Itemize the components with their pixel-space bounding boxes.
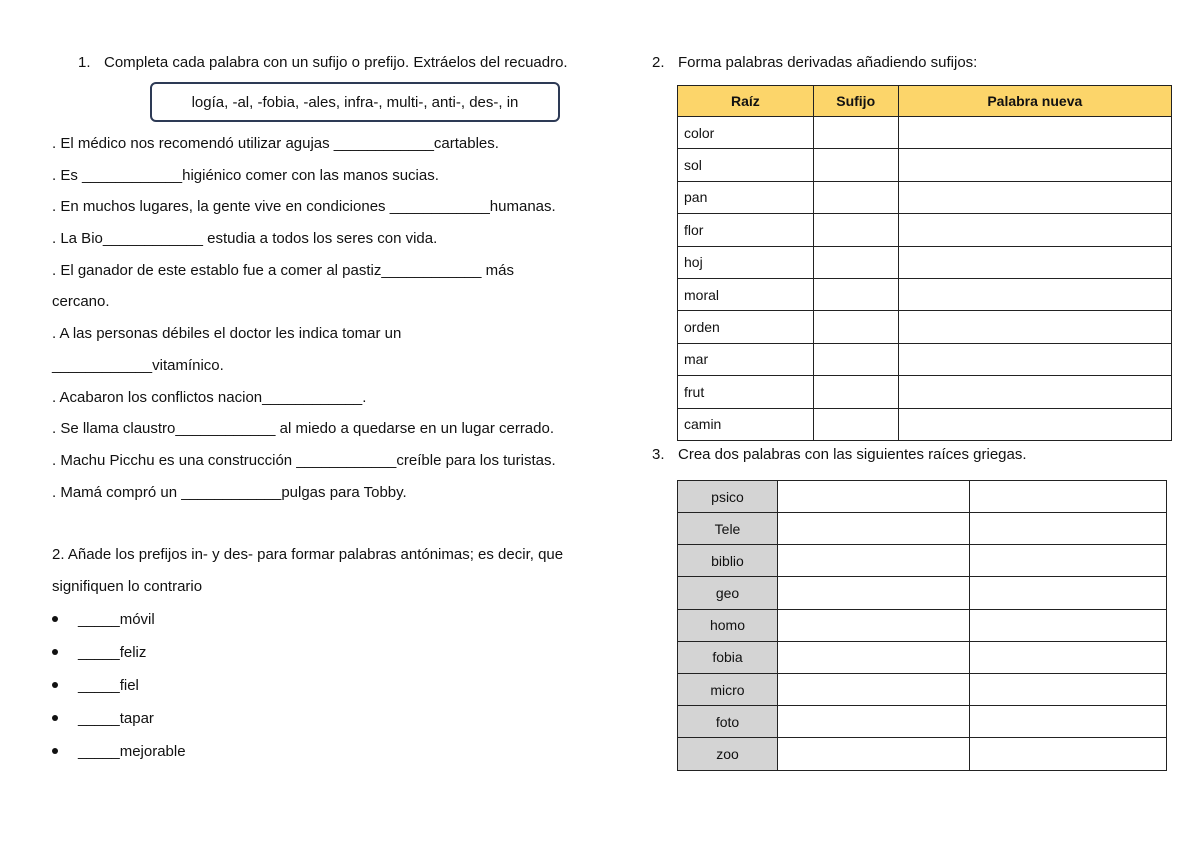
table-row: camin (678, 408, 1172, 440)
exercise-3-heading (652, 444, 1172, 466)
suffix-cell[interactable] (813, 376, 898, 408)
sentence: . El ganador de este establo fue a comer al pastiz____________ más (52, 261, 514, 279)
sentence: . Mamá compró un ____________pulgas para Tobby. (52, 483, 407, 501)
list-item: _____mejorable (52, 735, 592, 768)
prefix-list (52, 603, 592, 768)
new-word-cell[interactable] (898, 181, 1171, 213)
header-root: Raíz (678, 86, 814, 117)
table-row: Tele (678, 513, 1167, 545)
word-box: logía, -al, -fobia, -ales, infra-, multi-, anti-, des-, in (150, 82, 560, 122)
new-word-cell[interactable] (898, 117, 1171, 149)
suffix-cell[interactable] (813, 343, 898, 375)
suffix-cell[interactable] (813, 149, 898, 181)
table-row: foto (678, 706, 1167, 738)
new-word-cell[interactable] (898, 376, 1171, 408)
word-cell[interactable] (970, 577, 1167, 609)
right-column (652, 52, 1172, 771)
suffix-cell[interactable] (813, 408, 898, 440)
word-cell[interactable] (778, 513, 970, 545)
exercise-3-title: Crea dos palabras con las siguientes raíces griegas. (678, 445, 1027, 463)
table-row: color (678, 117, 1172, 149)
word-cell[interactable] (778, 706, 970, 738)
table-row: hoj (678, 246, 1172, 278)
sentence: . Acabaron los conflictos nacion____________. (52, 388, 367, 406)
new-word-cell[interactable] (898, 246, 1171, 278)
sentence: ____________vitamínico. (52, 356, 224, 374)
word-cell[interactable] (970, 545, 1167, 577)
list-item: _____móvil (52, 603, 592, 636)
suffix-cell[interactable] (813, 181, 898, 213)
sentence: cercano. (52, 293, 110, 311)
exercise-2-title-line-1: 2. Añade los prefijos in- y des- para formar palabras antónimas; es decir, que (52, 546, 564, 564)
word-cell[interactable] (970, 706, 1167, 738)
sentence: . Es ____________higiénico comer con las manos sucias. (52, 166, 439, 184)
table-row: mar (678, 343, 1172, 375)
table-row: biblio (678, 545, 1167, 577)
sentence-list (52, 128, 592, 508)
suffix-cell[interactable] (813, 117, 898, 149)
table-row: homo (678, 609, 1167, 641)
sentence: . A las personas débiles el doctor les indica tomar un (52, 325, 402, 343)
table-row: geo (678, 577, 1167, 609)
exercise-1-number: 1. (78, 54, 91, 71)
table-row: zoo (678, 738, 1167, 770)
word-cell[interactable] (970, 738, 1167, 770)
exercise-1-title: Completa cada palabra con un sufijo o prefijo. Extráelos del recuadro. (104, 54, 568, 71)
exercise-2r-heading (652, 52, 1172, 74)
sentence: . Se llama claustro____________ al miedo a quedarse en un lugar cerrado. (52, 420, 555, 438)
table-row: flor (678, 214, 1172, 246)
sentence: . La Bio____________ estudia a todos los seres con vida. (52, 230, 438, 248)
word-cell[interactable] (970, 513, 1167, 545)
new-word-cell[interactable] (898, 149, 1171, 181)
word-cell[interactable] (778, 738, 970, 770)
word-cell[interactable] (970, 480, 1167, 512)
exercise-3-number: 3. (652, 445, 665, 463)
exercise-2r-title: Forma palabras derivadas añadiendo sufijos: (678, 54, 978, 71)
exercise-1-heading (52, 52, 592, 74)
greek-roots-table (677, 480, 1167, 771)
table-row: micro (678, 674, 1167, 706)
table-row: moral (678, 278, 1172, 310)
new-word-cell[interactable] (898, 214, 1171, 246)
sentence: . En muchos lugares, la gente vive en condiciones ____________humanas. (52, 198, 556, 216)
word-cell[interactable] (778, 641, 970, 673)
word-cell[interactable] (778, 674, 970, 706)
word-cell[interactable] (970, 641, 1167, 673)
left-column (52, 52, 592, 768)
table-row: pan (678, 181, 1172, 213)
header-new-word: Palabra nueva (898, 86, 1171, 117)
bullet-icon (52, 616, 58, 622)
suffix-cell[interactable] (813, 246, 898, 278)
suffix-cell[interactable] (813, 311, 898, 343)
list-item: _____feliz (52, 636, 592, 669)
word-cell[interactable] (778, 609, 970, 641)
bullet-icon (52, 715, 58, 721)
table-row: fobia (678, 641, 1167, 673)
word-cell[interactable] (778, 480, 970, 512)
new-word-cell[interactable] (898, 311, 1171, 343)
sentence: . Machu Picchu es una construcción ____________creíble para los turistas. (52, 451, 556, 469)
suffix-table (677, 85, 1172, 441)
exercise-2r-number: 2. (652, 54, 665, 71)
word-cell[interactable] (970, 674, 1167, 706)
bullet-icon (52, 649, 58, 655)
new-word-cell[interactable] (898, 408, 1171, 440)
bullet-icon (52, 682, 58, 688)
suffix-cell[interactable] (813, 214, 898, 246)
new-word-cell[interactable] (898, 278, 1171, 310)
bullet-icon (52, 748, 58, 754)
word-cell[interactable] (778, 577, 970, 609)
list-item: _____tapar (52, 702, 592, 735)
word-cell[interactable] (970, 609, 1167, 641)
sentence: . El médico nos recomendó utilizar agujas ____________cartables. (52, 135, 499, 152)
list-item: _____fiel (52, 669, 592, 702)
table-row: sol (678, 149, 1172, 181)
exercise-2-title-line-2: signifiquen lo contrario (52, 577, 203, 595)
suffix-cell[interactable] (813, 278, 898, 310)
header-suffix: Sufijo (813, 86, 898, 117)
word-cell[interactable] (778, 545, 970, 577)
table-row: orden (678, 311, 1172, 343)
new-word-cell[interactable] (898, 343, 1171, 375)
table-row: psico (678, 480, 1167, 512)
table-row: frut (678, 376, 1172, 408)
